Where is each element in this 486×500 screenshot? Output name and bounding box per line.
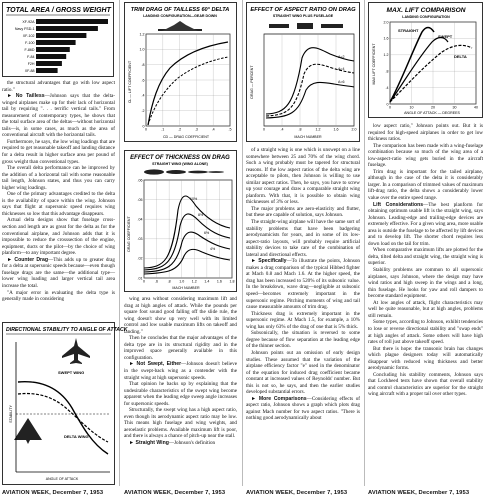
x-tick-label: .5 <box>228 127 232 132</box>
y-tick-label: 1.0 <box>139 47 145 52</box>
y-tick-label: .6 <box>141 78 145 83</box>
x-tick-label: 1.0 <box>179 279 185 284</box>
x-tick-label: 1.8 <box>229 279 235 284</box>
column-rule-3 <box>364 0 365 486</box>
y-tick-label: 2.0 <box>383 20 389 25</box>
total-area-category: XF-102 <box>22 34 35 38</box>
thickness-subtitle: STRAIGHT WING (WING ALONE) <box>152 162 208 166</box>
total-area-bar <box>36 26 98 31</box>
ar-label-4: A=4 <box>338 67 345 71</box>
x-tick-label: .1 <box>161 127 165 132</box>
total-area-bar <box>36 68 58 73</box>
total-area-bar <box>36 19 108 24</box>
y-tick-label: .8 <box>385 69 389 74</box>
x-tick-label: .6 <box>155 279 159 284</box>
max-lift-subtitle: LANDING CONFIGURATION <box>402 15 450 19</box>
y-tick-label: .2 <box>141 108 145 113</box>
footer-col1: AVIATION WEEK, December 7, 1953 <box>2 490 104 496</box>
footer-col3: AVIATION WEEK, December 7, 1953 <box>246 490 348 496</box>
max-lift-title: MAX. LIFT COMPARISON <box>386 7 466 14</box>
x-tick-label: 0 <box>263 127 265 132</box>
total-area-category: F-100 <box>25 41 35 45</box>
y-tick-label: 1.2 <box>139 32 145 37</box>
x-tick-label: 1.6 <box>216 279 222 284</box>
ar-label-2: A=2 <box>338 55 345 59</box>
footer-col4: AVIATION WEEK, December 7, 1953 <box>368 490 470 496</box>
total-area-category: XF-88 <box>24 69 35 73</box>
aspect-ratio-xlabel: MACH NUMBER <box>294 135 322 139</box>
total-area-bar <box>36 54 66 59</box>
total-area-category: XF-92A <box>22 20 35 24</box>
trim-drag-subtitle: LANDING CONFIGURATION—GEAR DOWN <box>143 14 217 18</box>
max-lift-label-straight: STRAIGHT <box>398 28 419 33</box>
x-tick-label: 1.4 <box>204 279 210 284</box>
x-tick-label: 0 <box>389 105 391 110</box>
x-tick-label: .4 <box>211 127 215 132</box>
x-tick-label: 0 <box>145 127 147 132</box>
x-tick-label: .8 <box>167 279 171 284</box>
aspect-ratio-subtitle: STRAIGHT WING PLUS FUSELAGE <box>272 14 334 18</box>
column-2-text: wing area without considering maximum lift and drag at high angles of attack. While the pounds per square foot sound good falling off the slide rule, the wing doesn't show up very well with its limited control and low usable maximum lifts on takeoff and landing." Then he concludes that the major advantages of the delta type are in its structural rigidity and in the improved space generally available in this configuration. ► Not Swept, Either—Johnson doesn't believe in the swept-back wing as a contender with the straight wing at high supersonic speeds. That opinion he backs up by explaining that the undesirable characteristics of the swept wing become apparent when the leading edge sweep angle increases for supersonic speeds. Structurally, the swept wing has a high aspect ratio, even though its aerodynamic aspect ratio may be low. This means high fuselage and wing weights, and aeroelastic problems. Available maximum lift is poor, and there is always a chance of pitch-up near the stall. ► Straight Wing—Johnson's definition <box>124 296 237 447</box>
directional-title: DIRECTIONAL STABILITY TO ANGLE OF ATTACK <box>6 327 128 333</box>
trim-drag-ylabel: CL — LIFT COEFFICIENT <box>128 60 132 104</box>
total-area-bar <box>36 33 86 38</box>
x-tick-label: .4 <box>280 127 284 132</box>
y-tick-label: .02 <box>137 256 143 261</box>
trim-drag-title: TRIM DRAG OF TAILLESS 60° DELTA <box>130 7 230 13</box>
total-area-bar <box>36 47 70 52</box>
max-lift-chart <box>368 2 483 118</box>
y-tick-label: .05 <box>137 197 143 202</box>
max-lift-label-delta: DELTA <box>454 54 467 59</box>
y-tick-label: .4 <box>385 85 389 90</box>
y-tick-label: 0 <box>386 102 389 107</box>
y-tick-label: 1.6 <box>383 36 389 41</box>
footer-col2: AVIATION WEEK, December 7, 1953 <box>124 490 226 496</box>
x-tick-label: .2 <box>178 127 182 132</box>
total-area-bar <box>36 61 62 66</box>
x-tick-label: 2.0 <box>351 127 357 132</box>
thickness-drag-chart <box>124 150 237 292</box>
trim-drag-xlabel: CD — DRAG COEFFICIENT <box>162 135 210 139</box>
column-4-text: low aspect ratio," Johnson points out. But it is required for high-speed airplanes in order to get low thickness ratios. The comparison has been made with a wing-fuselage combination because so much of the wing area of a low-aspect-ratio wing gets buried in the aircraft fuselage. Trim drag is important for the tailed airplane, although in the case of the delta it is considerably larger. In a comparison of trimmed values of maximum lift-drag ratio, the delta shows a considerably lower value over the entire speed range. Lift Considerations—The best planform for obtaining optimum usable lift is the straight wing, says Johnson. Leading-edge and trailing-edge devices are extremely effective. For a given wing area, more usable area is outside the fuselage to be affected by lift devices and to develop lift. The shorter chord requires less down load on the tail for trim. When comparative maximum lifts are plotted for the delta, tilted delta and straight wing, the straight wing is superior. Stability problems are common to all supersonic airplanes, says Johnson, where the design may have wind ratios and high sweep in the wings and a long, thin fuselage. He looks for yaw and roll dampers to become standard equipment. At low angles of attack, flight characteristics may well be quite reasonable, but at high angles, problems still remain. Some types, according to Johnson, exhibit tendencies to lose or reverse directional stability and "swap ends" at high angles of attack. Some others will have high rates of roll just above takeoff speed. But there is hope: the transonic brain has changes which plague designers today will automatically disappear with reduced wing thickness and better aerodynamic forms. Concluding his stability comments, Johnson says that Lockheed tests have shown that overall stability and control characteristics are superior for the straight wing aircraft with a proper tail over other types. <box>368 123 484 398</box>
swept-wing-label: SWEPT WING <box>58 370 85 375</box>
total-area-category: F-84 <box>27 55 35 59</box>
directional-xlabel: ANGLE OF ATTACK <box>45 477 79 481</box>
aspect-ratio-title: EFFECT OF ASPECT RATIO ON DRAG <box>250 7 356 13</box>
ar-label-6: A=6 <box>338 80 345 84</box>
max-lift-ylabel: MAX LIFT COEFFICIENT <box>372 43 376 85</box>
thickness-label-4: 4% <box>210 247 216 251</box>
y-tick-label: .01 <box>137 276 143 281</box>
directional-stability-chart <box>2 322 128 485</box>
x-tick-label: 1.6 <box>333 127 339 132</box>
max-lift-label-swept: SWEPT <box>438 34 453 39</box>
x-tick-label: 10 <box>409 105 414 110</box>
total-area-category: F2H <box>27 62 35 66</box>
y-tick-label: 0 <box>142 124 145 129</box>
x-tick-label: .8 <box>298 127 302 132</box>
x-tick-label: 1.2 <box>315 127 321 132</box>
directional-ylabel: STABILITY <box>9 405 13 423</box>
column-rule-1 <box>119 0 120 486</box>
x-tick-label: 0 <box>143 279 145 284</box>
thickness-ylabel: DRAG COEFFICIENT <box>127 216 131 252</box>
column-1-text: the structural advantages that go with low aspect ratio." ► No Tailless—Johnson says that the delta-winged airplanes make up for their lack of horizontal tail by requiring ". . . terrific vertical tails." From measurement of contemporary types, he shows that the total surface area of the deltas—without horizontal tails—is, in some cases, as much as the area of conventional aircraft with the horizontal tails. Furthermore, he says, the low wing loadings that are required to get reasonable takeoff and landing distance for a delta result in higher surface area per pound of gross weight than conventional types. The overall delta performance can be improved by the addition of a horizontal tail with some reasonable tail length, Johnson states, and thus you can carry higher wing loadings. One of the primary advantages credited to the delta is the availability of space within the wing. Johnson says that flight at supersonic speed requires wing thicknesses so low that this advantage disappears. Actual delta designs show that fuselage cross-section and length are as great for the delta as for the conventional airplane, and Johnson adds that it is impossible to reduce the crosssection of the engine, equipment, ducts or the pilot—by the choice of wing planform—to any important degree. ► Counter Drag—This adds up to greater drag for a delta at supersonic speeds because—even though fuselage drags are the same—the additional type—lower wing loading and larger vertical tail area increase the total. "A major error in evaluating the delta type is generally made in considering <box>2 80 115 303</box>
aspect-ratio-chart <box>246 2 360 142</box>
thickness-label-8: 8% <box>198 213 204 217</box>
y-tick-label: .06 <box>137 178 143 183</box>
y-tick-label: .4 <box>141 93 145 98</box>
delta-wing-label: DELTA WING <box>64 434 89 439</box>
total-area-category: Navy FSD-1 <box>14 27 35 31</box>
thickness-label-10: 10% <box>190 197 198 201</box>
max-lift-xlabel: ANGLE OF ATTACK — DEGREES <box>404 111 460 115</box>
thickness-xlabel: MACH NUMBER <box>172 286 200 290</box>
y-tick-label: .03 <box>137 237 143 242</box>
column-rule-2 <box>242 0 243 486</box>
total-area-title: TOTAL AREA / GROSS WEIGHT <box>6 7 111 14</box>
x-tick-label: 30 <box>452 105 457 110</box>
total-area-bar <box>36 40 76 45</box>
y-tick-label: 1.2 <box>383 53 389 58</box>
column-3-text: of a straight wing is one which is unswept on a line somewhere between 25 and 70% of the wing chord. Such a wing probably must be tapered for structural reasons. If the low aspect ratios of the delta wing are acceptable to pilots, then Johnson is willing to use similar aspect ratios. Then, he says, you have to screw up your courage and draw a comparable straight wing planform. With that, it is possible to obtain wing thicknesses of 3% or less. The major problems are aero-elasticity and flutter, but these are capable of solution, says Johnson. The straight-wing airplane will have the same sort of stability problems that have been badgering aerodynamicists for years, and in some of its low-aspect-ratio layouts, will probably require artificial stability devices to take care of the combination of lateral and directional effects. ► Specifically—To illustrate the points, Johnson makes a drag comparison of the typical Hibbed fighter at Mach 0.8 and Mach 1.6. At the higher speed, the drag has been increased to 520% of its subsonic value. In the breakdown, wave drag—negligible at subsonic speed—becomes extremely important in the supersonic regime. Pitching moments of wing and tail cause measurable amounts of trim drag. Thickness drag is extremely important in the supersonic regime. At Mach 1.5, for example, a 10% wing has only 63% of the drag of one that is 5% thick. Subsonically, the situation is reversed to some degree because of flow separation at the leading edge of the thinner section. Johnson points out an omission of early design studies. These assumed that the variation of the airplane efficiency factor "e" used in the denominator of the equation for induced drag coefficient became constant at increased values of Reynolds' number. But this is not so, he says, and then the earlier studies developed substantial errors. ► More Comparisons—Considering effects of aspect ratio, Johnson shows a graph which plots drag against Mach number for two aspect ratios. "There is nothing good aerodynamically about <box>246 147 360 422</box>
aspect-ratio-ylabel: DRAG — PERCENT <box>250 65 254 99</box>
x-tick-label: 20 <box>431 105 435 110</box>
x-tick-label: .3 <box>194 127 198 132</box>
total-area-chart <box>2 2 114 77</box>
y-tick-label: .8 <box>141 62 145 67</box>
trim-drag-chart <box>124 2 237 142</box>
x-tick-label: 40 <box>474 105 478 110</box>
thickness-label-6: 6% <box>204 231 210 235</box>
x-tick-label: 1.2 <box>191 279 197 284</box>
total-area-category: F-86D <box>24 48 35 52</box>
thickness-title: EFFECT OF THICKNESS ON DRAG <box>130 155 230 161</box>
y-tick-label: .04 <box>137 217 143 222</box>
